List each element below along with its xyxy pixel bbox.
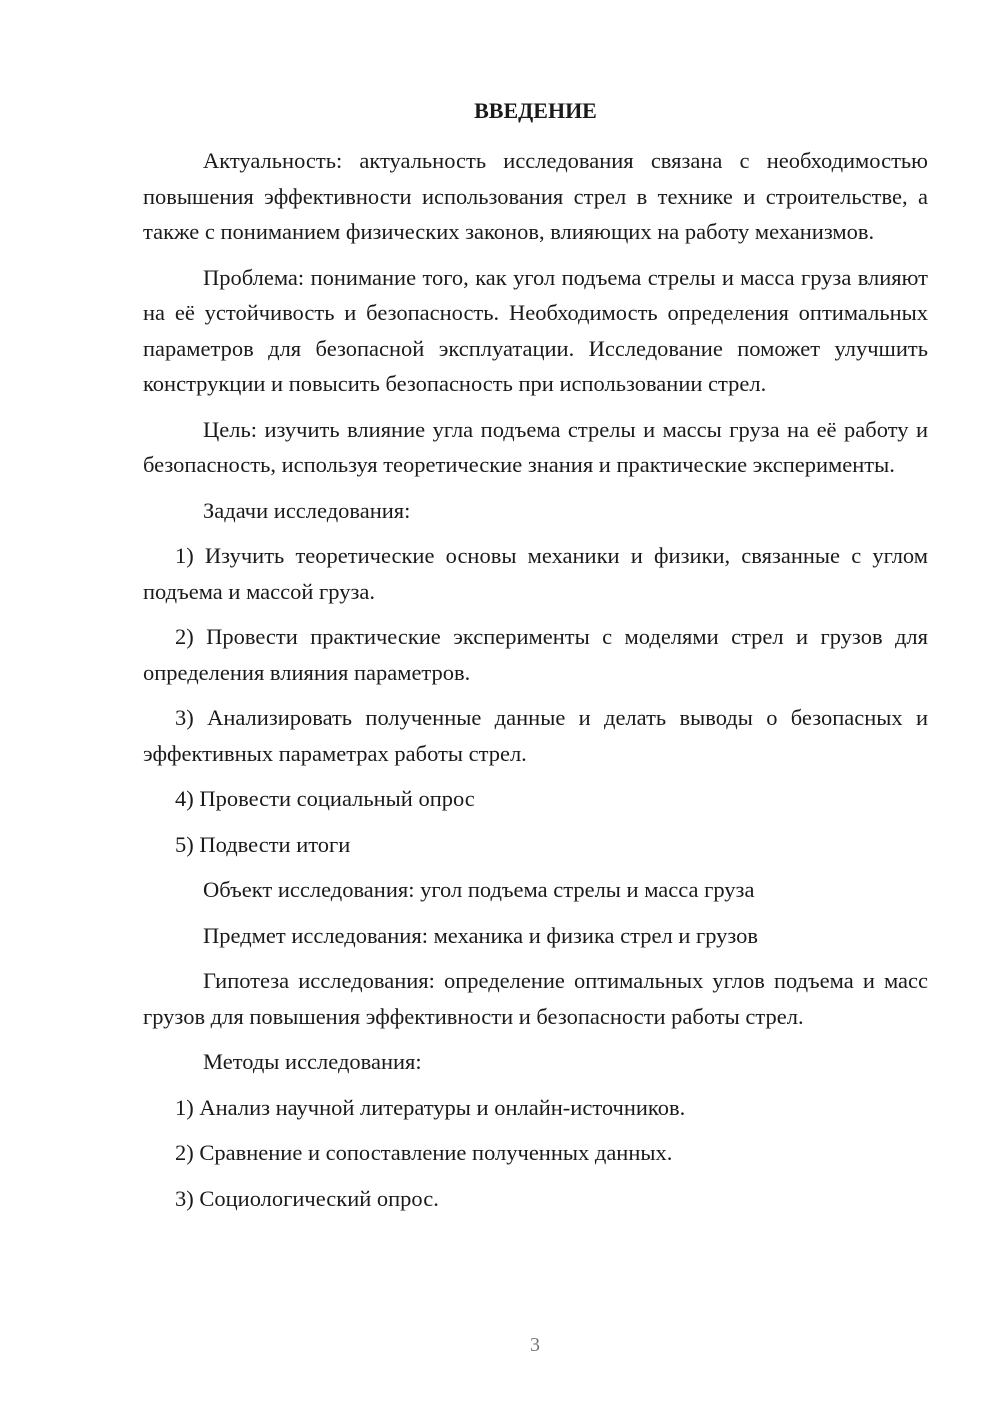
method-item: 1) Анализ научной литературы и онлайн-источников. <box>175 1094 686 1120</box>
method-item: 3) Социологический опрос. <box>175 1185 439 1211</box>
paragraph-relevance: Актуальность: актуальность исследования связана с необходимостью повышения эффективности использования стрел в технике и строительстве, а также с пониманием физических законов, влияющих на работу механизмов. <box>143 148 928 244</box>
task-item: 1) Изучить теоретические основы механики и физики, связанные с углом подъема и массой груза. <box>143 543 928 604</box>
page-title: ВВЕДЕНИЕ <box>474 98 597 123</box>
document-body <box>143 143 928 1226</box>
tasks-heading: Задачи исследования: <box>203 497 411 523</box>
research-hypothesis: Гипотеза исследования: определение оптимальных углов подъема и масс грузов для повышения эффективности и безопасности работы стрел. <box>143 968 928 1029</box>
research-object: Объект исследования: угол подъема стрелы и масса груза <box>203 877 755 902</box>
methods-heading: Методы исследования: <box>203 1049 422 1074</box>
task-item: 5) Подвести итоги <box>175 831 351 857</box>
paragraph-goal: Цель: изучить влияние угла подъема стрелы и массы груза на её работу и безопасность, используя теоретические знания и практические эксперименты. <box>143 416 928 477</box>
method-item: 2) Сравнение и сопоставление полученных данных. <box>175 1140 673 1165</box>
task-item: 4) Провести социальный опрос <box>175 786 475 811</box>
page-number: 3 <box>530 1334 540 1356</box>
research-subject: Предмет исследования: механика и физика стрел и грузов <box>203 922 759 948</box>
task-item: 3) Анализировать полученные данные и делать выводы о безопасных и эффективных параметрах работы стрел. <box>143 705 928 766</box>
task-item: 2) Провести практические эксперименты с моделями стрел и грузов для определения влияния параметров. <box>143 624 928 685</box>
paragraph-problem: Проблема: понимание того, как угол подъема стрелы и масса груза влияют на её устойчивость и безопасность. Необходимость определения оптимальных параметров для безопасной эксплуатации. Исследование поможет улучшить конструкции и повысить безопасность при использовании стрел. <box>143 264 928 396</box>
